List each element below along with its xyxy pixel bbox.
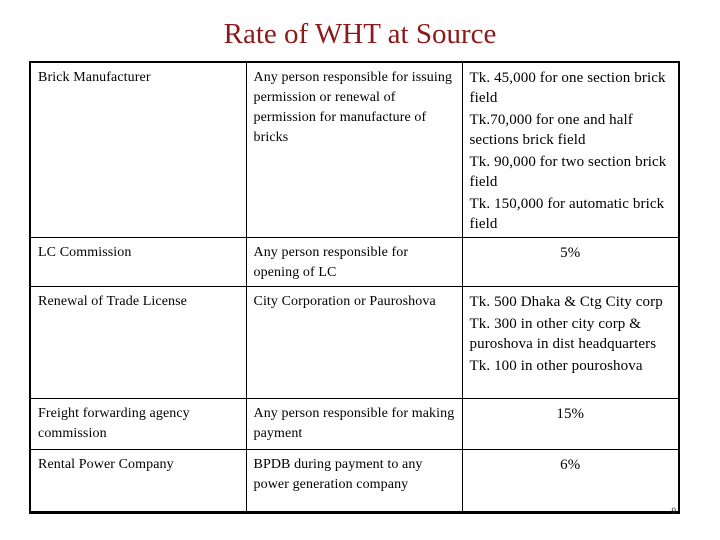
rate-cell [462, 287, 679, 399]
category-cell: Rental Power Company [30, 450, 246, 513]
payer-cell: Any person responsible for making payment [246, 399, 462, 450]
table-row [30, 399, 679, 450]
rate-cell: 5% [462, 238, 679, 287]
payer-cell: Any person responsible for opening of LC [246, 238, 462, 287]
rate-cell: 6% [462, 450, 679, 513]
table-row [30, 62, 679, 238]
page-title: Rate of WHT at Source [223, 18, 497, 50]
rate-line: Tk.70,000 for one and half sections brick field [469, 112, 633, 148]
wht-rate-table [29, 61, 680, 514]
category-cell: Brick Manufacturer [30, 62, 246, 238]
category-cell: Renewal of Trade License [30, 287, 246, 399]
payer-cell: Any person responsible for issuing permission or renewal of permission for manufacture of bricks [246, 62, 462, 238]
table-row [30, 287, 679, 399]
table-row [30, 450, 679, 513]
rate-line: Tk. 90,000 for two section brick field [469, 154, 667, 190]
category-cell: LC Commission [30, 238, 246, 287]
table-row [30, 238, 679, 287]
payer-cell: BPDB during payment to any power generation company [246, 450, 462, 513]
rate-line: Tk. 300 in other city corp & puroshova in dist headquarters [469, 316, 657, 352]
rate-line: Tk. 500 Dhaka & Ctg City corp [469, 294, 663, 310]
rate-cell: 15% [462, 399, 679, 450]
page-number: 9 [671, 506, 676, 516]
rate-cell [462, 62, 679, 238]
rate-line: Tk. 150,000 for automatic brick field [469, 196, 665, 232]
category-cell: Freight forwarding agency commission [30, 399, 246, 450]
payer-cell: City Corporation or Pauroshova [246, 287, 462, 399]
rate-line: Tk. 45,000 for one section brick field [469, 70, 666, 106]
rate-line: Tk. 100 in other pouroshova [469, 358, 643, 374]
